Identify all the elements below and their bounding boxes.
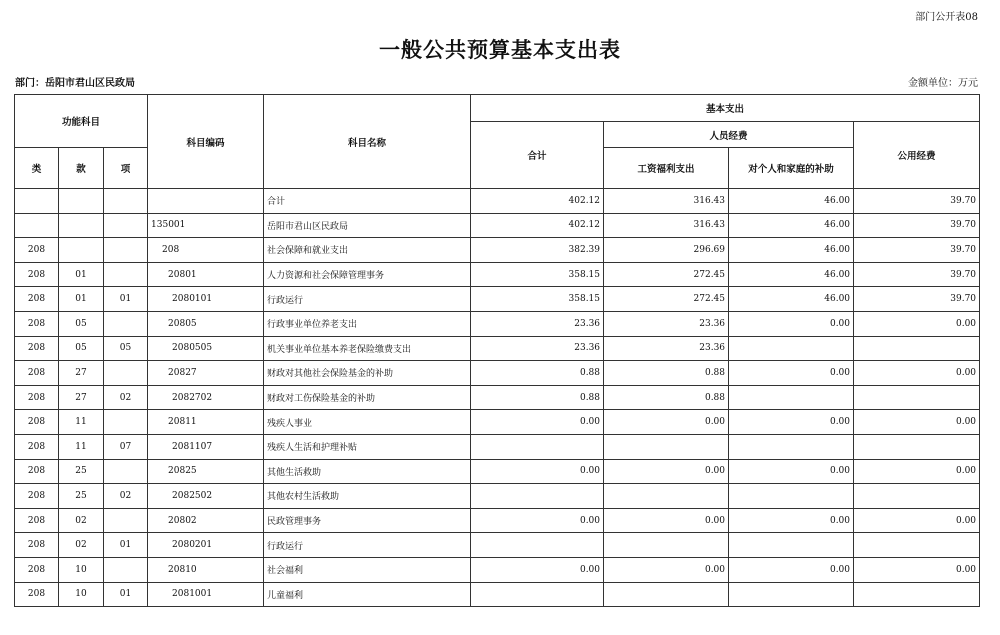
cell-wage: 296.69	[604, 238, 729, 263]
cell-code: 2082702	[148, 385, 264, 410]
cell-wage	[604, 434, 729, 459]
cell-lei: 208	[15, 336, 59, 361]
cell-wage	[604, 484, 729, 509]
cell-total: 358.15	[471, 287, 604, 312]
cell-wage	[604, 582, 729, 607]
cell-xiang: 07	[104, 434, 148, 459]
cell-xiang	[104, 189, 148, 214]
cell-lei: 208	[15, 533, 59, 558]
table-row	[15, 262, 980, 287]
cell-public: 39.70	[854, 262, 980, 287]
cell-xiang	[104, 508, 148, 533]
cell-kuan: 11	[59, 410, 104, 435]
cell-xiang	[104, 361, 148, 386]
cell-subsidy: 0.00	[729, 459, 854, 484]
header-subject-name: 科目名称	[264, 95, 471, 189]
cell-wage: 23.36	[604, 311, 729, 336]
department-label: 部门：岳阳市君山区民政局	[15, 78, 135, 89]
table-body	[15, 189, 980, 607]
page-title: 一般公共预算基本支出表	[379, 38, 621, 62]
table-row	[15, 484, 980, 509]
cell-total: 402.12	[471, 189, 604, 214]
cell-wage: 23.36	[604, 336, 729, 361]
cell-public: 0.00	[854, 361, 980, 386]
cell-subsidy	[729, 336, 854, 361]
cell-xiang	[104, 557, 148, 582]
cell-lei	[15, 189, 59, 214]
cell-subsidy	[729, 434, 854, 459]
form-number: 部门公开表08	[915, 12, 978, 23]
cell-subsidy: 46.00	[729, 262, 854, 287]
table-row	[15, 238, 980, 263]
cell-xiang: 02	[104, 385, 148, 410]
cell-subsidy	[729, 385, 854, 410]
table-row	[15, 410, 980, 435]
cell-code: 2080201	[148, 533, 264, 558]
table-row	[15, 533, 980, 558]
cell-total: 0.00	[471, 459, 604, 484]
cell-code: 20811	[148, 410, 264, 435]
cell-public: 0.00	[854, 311, 980, 336]
meta-bar	[15, 74, 978, 88]
cell-name: 行政运行	[264, 287, 471, 312]
cell-total	[471, 582, 604, 607]
header-subsidy: 对个人和家庭的补助	[729, 148, 854, 189]
cell-total	[471, 533, 604, 558]
header-func-subject: 功能科目	[15, 95, 148, 148]
table-row	[15, 385, 980, 410]
cell-name: 财政对工伤保险基金的补助	[264, 385, 471, 410]
cell-public: 39.70	[854, 238, 980, 263]
cell-name: 行政事业单位养老支出	[264, 311, 471, 336]
cell-total: 23.36	[471, 336, 604, 361]
header-basic-expense: 基本支出	[471, 95, 980, 122]
cell-subsidy: 46.00	[729, 189, 854, 214]
cell-wage: 0.00	[604, 557, 729, 582]
cell-subsidy: 46.00	[729, 287, 854, 312]
cell-xiang	[104, 410, 148, 435]
header-lei: 类	[15, 148, 59, 189]
cell-name: 人力资源和社会保障管理事务	[264, 262, 471, 287]
cell-subsidy: 0.00	[729, 311, 854, 336]
cell-wage	[604, 533, 729, 558]
cell-name: 残疾人事业	[264, 410, 471, 435]
cell-lei: 208	[15, 459, 59, 484]
cell-xiang: 05	[104, 336, 148, 361]
cell-kuan: 27	[59, 385, 104, 410]
cell-kuan: 11	[59, 434, 104, 459]
cell-public: 39.70	[854, 287, 980, 312]
cell-code: 2082502	[148, 484, 264, 509]
cell-subsidy: 0.00	[729, 410, 854, 435]
table-row	[15, 361, 980, 386]
cell-total	[471, 434, 604, 459]
table-row	[15, 557, 980, 582]
cell-wage: 0.00	[604, 459, 729, 484]
cell-code: 208	[148, 238, 264, 263]
cell-name: 其他农村生活救助	[264, 484, 471, 509]
table-row	[15, 434, 980, 459]
cell-name: 岳阳市君山区民政局	[264, 213, 471, 238]
cell-name: 残疾人生活和护理补贴	[264, 434, 471, 459]
cell-xiang: 01	[104, 533, 148, 558]
header-subject-code: 科目编码	[148, 95, 264, 189]
cell-total: 0.00	[471, 410, 604, 435]
cell-name: 行政运行	[264, 533, 471, 558]
cell-code: 2081001	[148, 582, 264, 607]
cell-xiang	[104, 213, 148, 238]
cell-lei: 208	[15, 582, 59, 607]
cell-kuan: 25	[59, 459, 104, 484]
cell-public: 39.70	[854, 189, 980, 214]
cell-name: 合计	[264, 189, 471, 214]
cell-public: 0.00	[854, 410, 980, 435]
cell-wage: 272.45	[604, 262, 729, 287]
cell-name: 民政管理事务	[264, 508, 471, 533]
cell-code: 20805	[148, 311, 264, 336]
header-total: 合计	[471, 122, 604, 189]
cell-code: 20810	[148, 557, 264, 582]
cell-total: 382.39	[471, 238, 604, 263]
cell-public	[854, 434, 980, 459]
cell-wage: 272.45	[604, 287, 729, 312]
cell-lei: 208	[15, 484, 59, 509]
cell-kuan: 05	[59, 336, 104, 361]
header-wage: 工资福利支出	[604, 148, 729, 189]
table-row	[15, 582, 980, 607]
table-row	[15, 213, 980, 238]
header-personnel: 人员经费	[604, 122, 854, 148]
cell-name: 机关事业单位基本养老保险缴费支出	[264, 336, 471, 361]
cell-kuan	[59, 213, 104, 238]
cell-total: 402.12	[471, 213, 604, 238]
cell-name: 儿童福利	[264, 582, 471, 607]
cell-xiang	[104, 238, 148, 263]
cell-subsidy: 46.00	[729, 213, 854, 238]
cell-public	[854, 582, 980, 607]
cell-kuan: 10	[59, 557, 104, 582]
cell-lei: 208	[15, 557, 59, 582]
cell-lei: 208	[15, 361, 59, 386]
cell-public	[854, 385, 980, 410]
cell-total: 0.88	[471, 361, 604, 386]
cell-public	[854, 484, 980, 509]
cell-kuan: 01	[59, 287, 104, 312]
cell-wage: 0.00	[604, 508, 729, 533]
cell-wage: 0.00	[604, 410, 729, 435]
cell-lei: 208	[15, 262, 59, 287]
cell-name: 其他生活救助	[264, 459, 471, 484]
cell-subsidy	[729, 533, 854, 558]
cell-total: 0.00	[471, 557, 604, 582]
cell-subsidy	[729, 582, 854, 607]
cell-name: 社会保障和就业支出	[264, 238, 471, 263]
cell-subsidy	[729, 484, 854, 509]
cell-name: 财政对其他社会保险基金的补助	[264, 361, 471, 386]
cell-subsidy: 46.00	[729, 238, 854, 263]
cell-kuan: 02	[59, 533, 104, 558]
cell-lei: 208	[15, 385, 59, 410]
table-row	[15, 336, 980, 361]
cell-public	[854, 533, 980, 558]
cell-lei: 208	[15, 508, 59, 533]
cell-code: 2080101	[148, 287, 264, 312]
budget-table	[14, 94, 980, 607]
cell-public: 0.00	[854, 557, 980, 582]
cell-xiang: 01	[104, 582, 148, 607]
header-public: 公用经费	[854, 122, 980, 189]
cell-total: 358.15	[471, 262, 604, 287]
cell-kuan: 05	[59, 311, 104, 336]
header-xiang: 项	[104, 148, 148, 189]
cell-wage: 316.43	[604, 189, 729, 214]
cell-name: 社会福利	[264, 557, 471, 582]
cell-wage: 0.88	[604, 385, 729, 410]
cell-code: 2081107	[148, 434, 264, 459]
cell-public: 0.00	[854, 459, 980, 484]
table-row	[15, 459, 980, 484]
cell-subsidy: 0.00	[729, 557, 854, 582]
cell-lei: 208	[15, 287, 59, 312]
cell-kuan: 10	[59, 582, 104, 607]
cell-lei: 208	[15, 410, 59, 435]
header-kuan: 款	[59, 148, 104, 189]
cell-xiang	[104, 459, 148, 484]
cell-lei: 208	[15, 434, 59, 459]
cell-code: 20802	[148, 508, 264, 533]
cell-lei: 208	[15, 311, 59, 336]
cell-code: 20825	[148, 459, 264, 484]
cell-total	[471, 484, 604, 509]
cell-lei: 208	[15, 238, 59, 263]
cell-wage: 0.88	[604, 361, 729, 386]
table-row	[15, 508, 980, 533]
cell-public	[854, 336, 980, 361]
unit-label: 金额单位：万元	[908, 78, 978, 89]
cell-kuan	[59, 189, 104, 214]
cell-total: 0.88	[471, 385, 604, 410]
cell-code: 20801	[148, 262, 264, 287]
cell-subsidy: 0.00	[729, 508, 854, 533]
table-row	[15, 287, 980, 312]
cell-code	[148, 189, 264, 214]
cell-public: 39.70	[854, 213, 980, 238]
table-row	[15, 189, 980, 214]
table-row	[15, 311, 980, 336]
cell-kuan: 27	[59, 361, 104, 386]
cell-subsidy: 0.00	[729, 361, 854, 386]
cell-kuan: 02	[59, 508, 104, 533]
cell-code: 135001	[148, 213, 264, 238]
cell-total: 23.36	[471, 311, 604, 336]
cell-xiang: 02	[104, 484, 148, 509]
cell-kuan	[59, 238, 104, 263]
cell-xiang	[104, 311, 148, 336]
cell-kuan: 25	[59, 484, 104, 509]
cell-total: 0.00	[471, 508, 604, 533]
cell-xiang: 01	[104, 287, 148, 312]
cell-xiang	[104, 262, 148, 287]
cell-kuan: 01	[59, 262, 104, 287]
cell-code: 2080505	[148, 336, 264, 361]
cell-public: 0.00	[854, 508, 980, 533]
cell-wage: 316.43	[604, 213, 729, 238]
cell-lei	[15, 213, 59, 238]
cell-code: 20827	[148, 361, 264, 386]
